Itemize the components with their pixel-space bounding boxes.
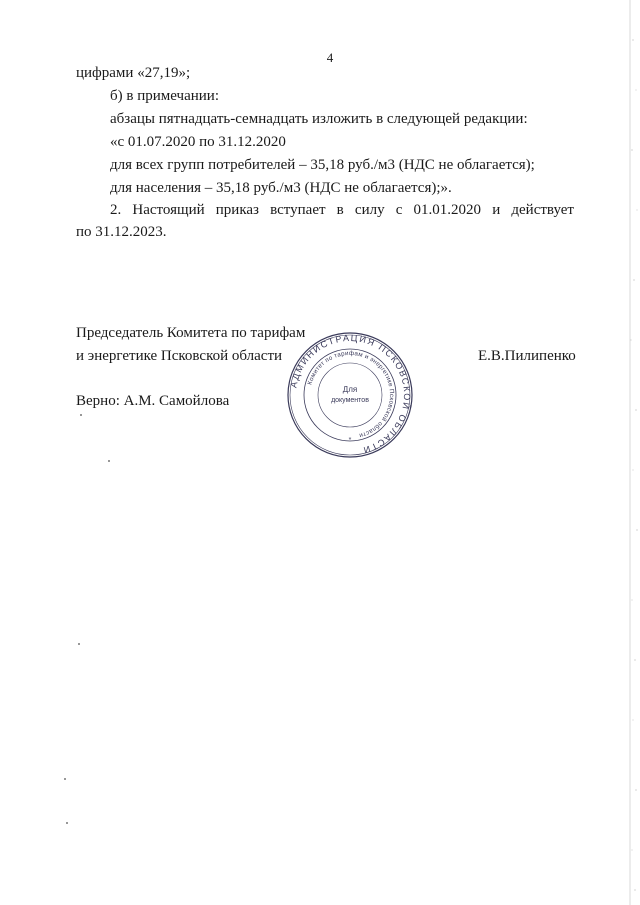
body-line-3: абзацы пятнадцать-семнадцать изложить в следующей редакции: (110, 111, 528, 127)
scan-speck (64, 778, 66, 780)
item-2-first-line: 2. Настоящий приказ вступает в силу с 01.01.2020 и действует (110, 202, 574, 218)
body-line-6: для населения – 35,18 руб./м3 (НДС не облагается);». (110, 180, 452, 196)
scan-speck (66, 822, 68, 824)
body-line-4: «с 01.07.2020 по 31.12.2020 (110, 134, 286, 150)
stamp-center-line-1: Для (342, 385, 358, 394)
body-line-5: для всех групп потребителей – 35,18 руб./м3 (НДС не облагается); (110, 157, 535, 173)
signature-position-line-1: Председатель Комитета по тарифам (76, 325, 306, 341)
scan-speck (80, 414, 82, 416)
official-stamp (285, 330, 415, 460)
scan-speck (108, 460, 110, 462)
item-2-second-line: по 31.12.2023. (76, 224, 167, 240)
signature-position-line-2: и энергетике Псковской области (76, 348, 283, 364)
verified-by: Верно: А.М. Самойлова (76, 393, 230, 409)
stamp-inner-text: Комитет по тарифам и энергетике Псковской области (306, 349, 396, 439)
scan-edge-noise (618, 0, 640, 905)
stamp-center-line-2: документов (331, 397, 369, 404)
stamp-outer-text: АДМИНИСТРАЦИЯ ПСКОВСКОЙ ОБЛАСТИ (288, 332, 413, 456)
signatory-name: Е.В.Пилипенко (478, 348, 576, 364)
body-line-1: цифрами «27,19»; (76, 65, 191, 81)
body-line-2: б) в примечании: (110, 88, 219, 104)
page-number: 4 (326, 50, 334, 65)
svg-text:*: * (348, 437, 352, 444)
scan-speck (78, 643, 80, 645)
